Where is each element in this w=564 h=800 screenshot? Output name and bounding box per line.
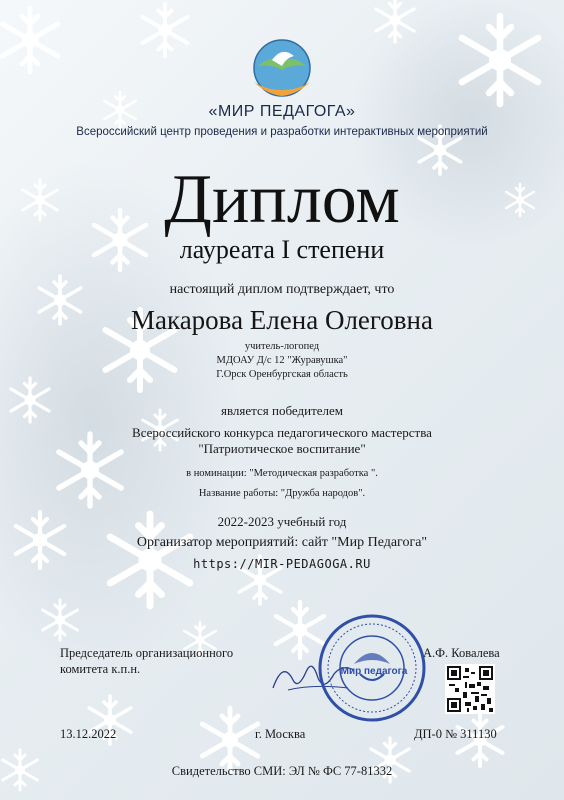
academic-year: 2022-2023 учебный год xyxy=(217,514,347,529)
person-position: учитель-логопед xyxy=(244,341,320,352)
diploma-degree: лауреата I степени xyxy=(179,235,385,264)
person-name: Макарова Елена Олеговна xyxy=(131,305,433,335)
winner-text: является победителем xyxy=(220,403,344,418)
confirm-text: настоящий диплом подтверждает, что xyxy=(169,282,395,297)
snowflake-icon xyxy=(202,708,257,772)
website-url: https://MIR-PEDAGOGA.RU xyxy=(193,557,371,571)
org-subtitle: Всероссийский центр проведения и разработки интерактивных мероприятий xyxy=(76,126,488,138)
qr-code xyxy=(445,664,495,714)
media-registration: Свидетельство СМИ: ЭЛ № ФС 77-81332 xyxy=(171,764,393,778)
snowflake-icon xyxy=(2,8,57,72)
person-location: Г.Орск Оренбургская область xyxy=(216,369,348,380)
chair-title-line-1: Председатель организационного xyxy=(60,646,234,660)
globe-dove-hands-logo xyxy=(242,36,322,106)
nomination: в номинации: "Методическая разработка ". xyxy=(186,468,378,479)
issue-city: г. Москва xyxy=(255,727,306,741)
issue-date: 13.12.2022 xyxy=(60,727,117,741)
person-institution: МДОАУ Д/с 12 "Журавушка" xyxy=(216,355,348,366)
work-title: Название работы: "Дружба народов". xyxy=(198,488,366,499)
stamp-label: Мир педагога xyxy=(340,666,408,677)
document-number: ДП-0 № 311130 xyxy=(414,727,497,741)
diploma-title: Диплом xyxy=(164,161,400,238)
chair-name: А.Ф. Ковалева xyxy=(423,646,500,660)
contest-line-2: "Патриотическое воспитание" xyxy=(198,441,366,456)
chair-title-line-2: комитета к.п.н. xyxy=(60,662,141,676)
contest-line-1: Всероссийского конкурса педагогического мастерства xyxy=(132,425,432,440)
org-name: «МИР ПЕДАГОГА» xyxy=(208,103,356,120)
organizer: Организатор мероприятий: сайт "Мир Педагога" xyxy=(136,535,428,550)
snowflake-icon xyxy=(143,4,188,56)
